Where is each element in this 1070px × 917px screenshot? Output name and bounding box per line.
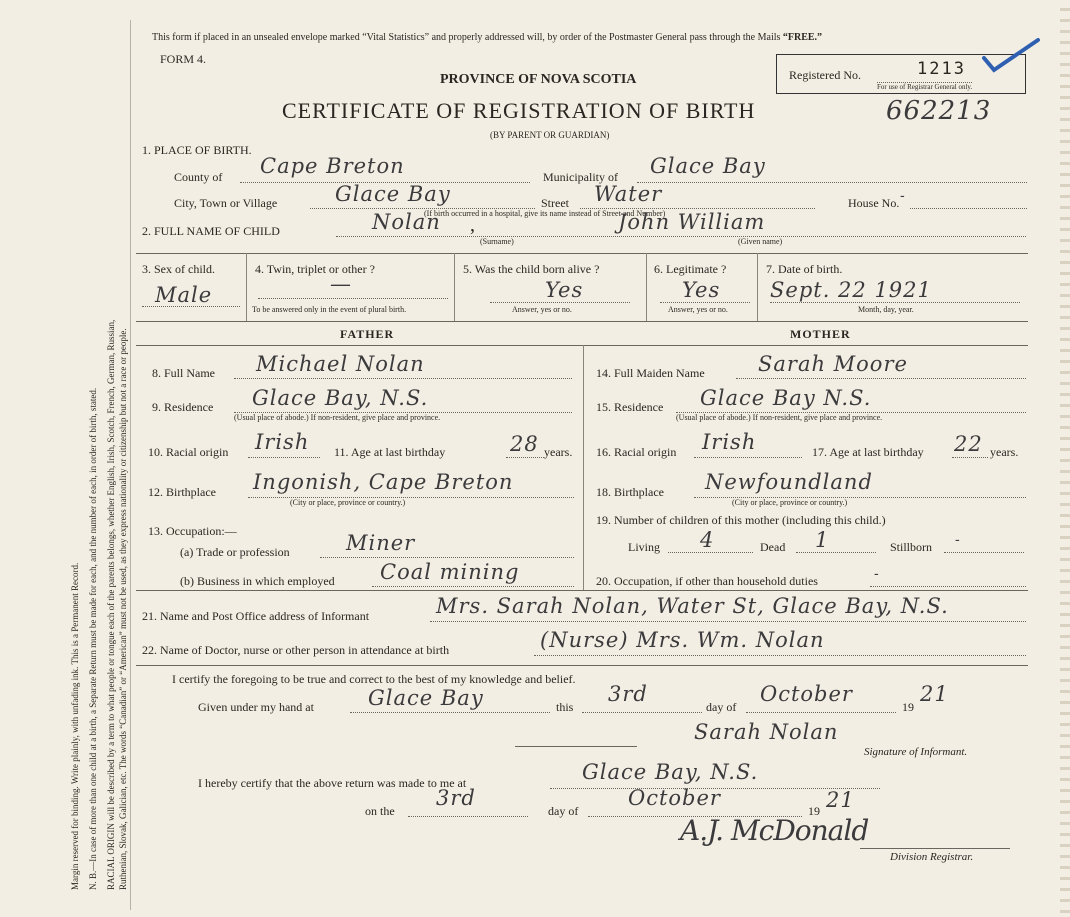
form-number: FORM 4. — [160, 52, 207, 66]
business-value: Coal mining — [380, 560, 520, 584]
alive-label: 5. Was the child born alive ? — [463, 262, 600, 276]
mother-residence: Glace Bay N.S. — [700, 386, 872, 410]
twin-label: 4. Twin, triplet or other ? — [255, 262, 375, 276]
father-residence-caption: (Usual place of abode.) If non-resident, give place and province. — [234, 413, 441, 422]
house-value: - — [900, 188, 906, 204]
margin-note: N. B.—In case of more than one child at a birth, a Separate Return must be made for each, and the number of each, in order of birth, stated. — [88, 387, 98, 890]
father-name: Michael Nolan — [256, 352, 425, 376]
registered-label: Registered No. — [789, 68, 861, 82]
hospital-note: (If birth occurred in a hospital, give its name instead of Street and Number) — [424, 209, 666, 218]
legitimate-value: Yes — [682, 278, 721, 302]
dob-caption: Month, day, year. — [858, 305, 914, 314]
mother-age: 22 — [954, 432, 983, 456]
trade-value: Miner — [346, 531, 416, 555]
registrar-signature-label: Division Registrar. — [890, 851, 974, 863]
municipality-label: Municipality of — [543, 170, 618, 184]
informant-signature-label: Signature of Informant. — [864, 746, 968, 758]
certificate-title: CERTIFICATE OF REGISTRATION OF BIRTH — [282, 98, 756, 123]
mother-name-label: 14. Full Maiden Name — [596, 366, 705, 380]
margin-note: RACIAL ORIGIN will be described by a term to what people or tongue each of the parents belongs, whether English, Irish, Scotch, French, German, Russian, — [106, 319, 116, 890]
place-of-birth-heading: 1. PLACE OF BIRTH. — [142, 143, 252, 157]
children-count-label: 19. Number of children of this mother (including this child.) — [596, 513, 886, 527]
living-value: 4 — [700, 528, 715, 552]
dob-value: Sept. 22 1921 — [770, 278, 932, 302]
given-year-prefix: 19 — [902, 700, 914, 714]
given-label: Given under my hand at — [198, 700, 314, 714]
twin-value: — — [330, 272, 352, 296]
street-value: Water — [594, 182, 663, 206]
registrar-statement: I hereby certify that the above return was made to me at — [198, 776, 467, 790]
alive-value: Yes — [545, 278, 584, 302]
given-name-caption: (Given name) — [738, 237, 783, 246]
father-birthplace-label: 12. Birthplace — [148, 485, 216, 499]
given-month: October — [760, 682, 853, 706]
living-label: Living — [628, 540, 660, 554]
father-name-label: 8. Full Name — [152, 366, 215, 380]
mother-occupation-label: 20. Occupation, if other than household duties — [596, 574, 818, 588]
registrar-year: 21 — [826, 788, 855, 812]
father-heading: FATHER — [340, 327, 395, 341]
registered-value: 1213 — [917, 59, 966, 79]
given-day: 3rd — [608, 682, 648, 706]
registered-note: For use of Registrar General only. — [877, 83, 973, 91]
certify-statement: I certify the foregoing to be true and correct to the best of my knowledge and belief. — [172, 672, 576, 686]
certificate-number: 662213 — [886, 96, 992, 126]
mother-racial-label: 16. Racial origin — [596, 445, 677, 459]
given-place: Glace Bay — [368, 686, 484, 710]
margin-divider — [130, 20, 131, 910]
house-label: House No. — [848, 196, 900, 210]
municipality-value: Glace Bay — [650, 154, 766, 178]
sex-value: Male — [155, 283, 213, 307]
father-birthplace-caption: (City or place, province or country.) — [290, 498, 406, 507]
twin-caption: To be answered only in the event of plural birth. — [252, 305, 407, 314]
father-years-label: years. — [544, 445, 573, 459]
registrar-place: Glace Bay, N.S. — [582, 760, 759, 784]
street-label: Street — [541, 196, 569, 210]
county-value: Cape Breton — [260, 154, 405, 178]
city-value: Glace Bay — [335, 182, 451, 206]
father-racial-label: 10. Racial origin — [148, 445, 229, 459]
registrar-day: 3rd — [436, 786, 476, 810]
margin-note: Margin reserved for binding. Write plainly, with unfading ink. This is a Permanent Record. — [70, 562, 80, 890]
day-of-label: day of — [706, 700, 737, 714]
child-given-name: John William — [618, 210, 766, 234]
province-heading: PROVINCE OF NOVA SCOTIA — [440, 72, 637, 87]
mother-heading: MOTHER — [790, 327, 851, 341]
mother-name: Sarah Moore — [758, 352, 908, 376]
informant-label: 21. Name and Post Office address of Informant — [142, 609, 370, 623]
mail-notice — [152, 32, 822, 43]
father-age: 28 — [510, 432, 539, 456]
given-year: 21 — [920, 682, 949, 706]
surname-caption: (Surname) — [480, 237, 514, 246]
sex-label: 3. Sex of child. — [142, 262, 215, 276]
certificate-subtitle: (BY PARENT OR GUARDIAN) — [490, 130, 610, 140]
on-the-label: on the — [365, 804, 395, 818]
father-age-label: 11. Age at last birthday — [334, 445, 446, 459]
father-birthplace: Ingonish, Cape Breton — [253, 470, 514, 494]
mother-birthplace-label: 18. Birthplace — [596, 485, 664, 499]
legitimate-label: 6. Legitimate ? — [654, 262, 727, 276]
registrar-day-of-label: day of — [548, 804, 579, 818]
this-label: this — [556, 700, 574, 714]
margin-note: Ruthenian, Slovak, Galician, etc. The words “Canadian” or “American” must not be used, as they express nationality or citizenship but not a race or people. — [118, 328, 128, 890]
mail-notice-text: This form if placed in an unsealed envelope marked “Vital Statistics” and properly addressed will, by order of the Postmaster General pass through the Mails — [152, 32, 781, 43]
mother-birthplace: Newfoundland — [705, 470, 873, 494]
mother-occupation: - — [874, 566, 880, 582]
informant-value: Mrs. Sarah Nolan, Water St, Glace Bay, N.S. — [436, 594, 949, 618]
county-label: County of — [174, 170, 223, 184]
father-residence-label: 9. Residence — [152, 400, 214, 414]
father-occupation-label: 13. Occupation:— — [148, 524, 237, 538]
child-name-label: 2. FULL NAME OF CHILD — [142, 224, 280, 238]
father-racial: Irish — [255, 430, 310, 454]
mother-years-label: years. — [990, 445, 1019, 459]
stillborn-label: Stillborn — [890, 540, 933, 554]
business-label: (b) Business in which employed — [180, 574, 335, 588]
city-label: City, Town or Village — [174, 196, 278, 210]
checkmark-icon — [980, 36, 1042, 76]
mother-residence-caption: (Usual place of abode.) If non-resident, give place and province. — [676, 413, 883, 422]
dead-value: 1 — [815, 528, 830, 552]
child-surname: Nolan — [372, 210, 441, 234]
informant-signature: Sarah Nolan — [694, 720, 839, 744]
legitimate-caption: Answer, yes or no. — [668, 305, 728, 314]
stillborn-value: - — [955, 532, 961, 548]
alive-caption: Answer, yes or no. — [512, 305, 572, 314]
doctor-value: (Nurse) Mrs. Wm. Nolan — [540, 628, 825, 652]
registrar-month: October — [628, 786, 721, 810]
comma-mark: , — [470, 214, 475, 236]
doctor-label: 22. Name of Doctor, nurse or other person in attendance at birth — [142, 643, 450, 657]
mother-age-label: 17. Age at last birthday — [812, 445, 924, 459]
dead-label: Dead — [760, 540, 786, 554]
registrar-signature: A.J. McDonald — [680, 814, 869, 847]
mother-residence-label: 15. Residence — [596, 400, 664, 414]
trade-label: (a) Trade or profession — [180, 545, 290, 559]
father-residence: Glace Bay, N.S. — [252, 386, 429, 410]
mother-birthplace-caption: (City or place, province or country.) — [732, 498, 848, 507]
registrar-year-prefix: 19 — [808, 804, 820, 818]
dob-label: 7. Date of birth. — [766, 262, 843, 276]
mother-racial: Irish — [702, 430, 757, 454]
free-label: “FREE.” — [782, 32, 823, 43]
